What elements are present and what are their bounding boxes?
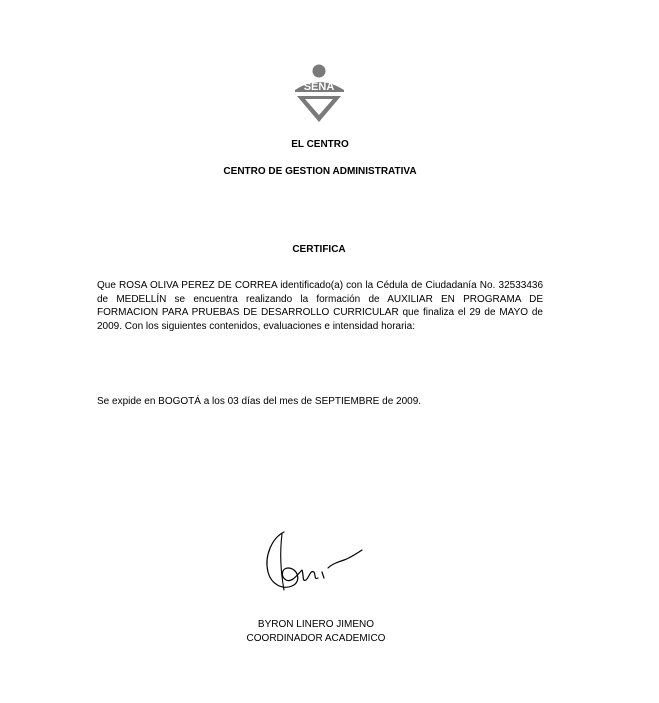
expedition-statement: Se expide en BOGOTÁ a los 03 días del mes de SEPTIEMBRE de 2009. — [97, 396, 422, 407]
signatory-name: BYRON LINERO JIMENO — [257, 619, 375, 630]
center-name: CENTRO DE GESTION ADMINISTRATIVA — [223, 166, 417, 177]
signatory-title: COORDINADOR ACADEMICO — [246, 633, 386, 644]
logo-figure — [297, 96, 341, 122]
certifica-heading: CERTIFICA — [292, 244, 346, 255]
certificate-paragraph: Que ROSA OLIVA PEREZ DE CORREA identificado(a) con la Cédula de Ciudadanía No. 32533436 de MEDELLÍN se encuentra realizando la formación de AUXILIAR EN PROGRAMA DE FORMACION PARA PRUEBAS DE DESARROLLO CURRICULAR que finaliza el 29 de MAYO de 2009. Con los siguientes contenidos, evaluaciones e intensidad horaria: — [97, 280, 543, 332]
center-label: EL CENTRO — [291, 139, 349, 150]
signature — [258, 528, 368, 594]
logo-head — [313, 65, 326, 78]
logo-text: SENA — [303, 81, 335, 93]
sena-logo — [288, 64, 354, 122]
